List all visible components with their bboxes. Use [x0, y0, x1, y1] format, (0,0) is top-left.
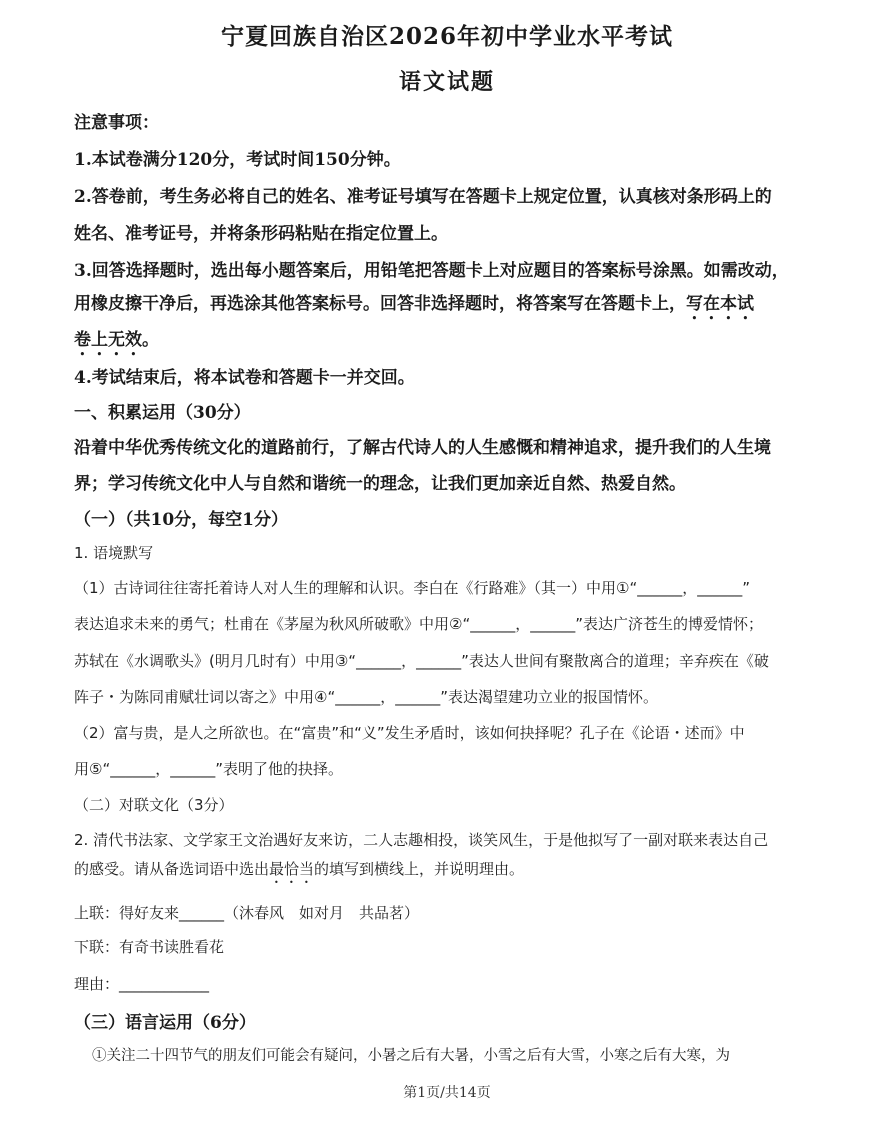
part-heading: （一）（共10分，每空1分） — [74, 510, 288, 530]
section-intro-line-2: 界；学习传统文化中人与自然和谐统一的理念，让我们更加亲近自然、热爱自然。 — [74, 474, 686, 494]
question-text: （2）富与贵，是人之所欲也。在“富贵”和“义”发生矛盾时，该如何抉择呢？孔子在《论语・述而》中 — [74, 724, 745, 742]
reason-line: 理由：____________ — [74, 975, 210, 993]
part-heading: （二）对联文化（3分） — [74, 796, 234, 814]
notice-heading: 注意事项： — [74, 113, 159, 133]
question-text: 用⑤“______，______”表明了他的抉择。 — [74, 760, 343, 778]
question-text: ①关注二十四节气的朋友们可能会有疑问，小暑之后有大暑，小雪之后有大雪，小寒之后有大寒，为 — [92, 1048, 730, 1064]
notice-item-3-line-2 — [74, 289, 754, 324]
couplet-upper: 上联：得好友来______（沐春风 如对月 共品茗） — [74, 904, 420, 922]
emphasized-text: 最恰当 — [269, 860, 315, 878]
question-text: 表达追求未来的勇气；杜甫在《茅屋为秋风所破歌》中用②“______，______”表达广济苍生的博爱情怀； — [74, 615, 763, 633]
section-intro-line-1: 沿着中华优秀传统文化的道路前行，了解古代诗人的人生感慨和精神追求，提升我们的人生境 — [74, 438, 771, 458]
notice-item-3-line-3-tail: 。 — [142, 330, 159, 350]
question-text: 苏轼在《水调歌头》(明月几时有）中用③“______，______”表达人世间有聚散离合的道理；辛弃疾在《破 — [74, 652, 769, 670]
question-title: 1. 语境默写 — [74, 544, 154, 562]
question-text: 2. 清代书法家、文学家王文治遇好友来访，二人志趣相投，谈笑风生，于是他拟写了一副对联来表达自己 — [74, 831, 769, 849]
page-number: 第1页/共14页 — [403, 1085, 491, 1101]
emphasized-text: 卷上无效 — [74, 330, 142, 350]
notice-item-2-line-2: 姓名、准考证号，并将条形码粘贴在指定位置上。 — [74, 224, 448, 244]
notice-item-1: 1.本试卷满分120分，考试时间150分钟。 — [74, 150, 401, 170]
part-heading: （三）语言运用（6分） — [74, 1013, 256, 1033]
exam-title: 宁夏回族自治区2026年初中学业水平考试 — [220, 23, 673, 50]
couplet-lower: 下联：有奇书读胜看花 — [74, 938, 225, 956]
notice-item-4: 4.考试结束后，将本试卷和答题卡一并交回。 — [74, 368, 415, 388]
notice-item-3-line-2-text: 用橡皮擦干净后，再选涂其他答案标号。回答非选择题时，将答案写在答题卡上， — [74, 294, 686, 314]
question-text: （1）古诗词往往寄托着诗人对人生的理解和认识。李白在《行路难》（其一）中用①“______，______” — [74, 579, 751, 597]
question-text: 阵子・为陈同甫赋壮词以寄之》中用④“______，______”表达渴望建功立业的报国情怀。 — [74, 688, 658, 706]
notice-item-3-line-1: 3.回答选择题时，选出每小题答案后，用铅笔把答题卡上对应题目的答案标号涂黑。如需改动， — [74, 261, 789, 281]
notice-item-3-line-3 — [74, 325, 159, 360]
emphasized-text: 写在本试 — [686, 294, 754, 314]
exam-subtitle: 语文试题 — [398, 69, 495, 95]
question-text-part: 的感受。请从备选词语中选出 — [74, 860, 270, 878]
question-text — [74, 858, 524, 887]
notice-item-2-line-1: 2.答卷前，考生务必将自己的姓名、准考证号填写在答题卡上规定位置，认真核对条形码上的 — [74, 187, 772, 207]
section-heading: 一、积累运用（30分） — [74, 403, 251, 423]
question-text-part: 的填写到横线上，并说明理由。 — [314, 860, 525, 878]
